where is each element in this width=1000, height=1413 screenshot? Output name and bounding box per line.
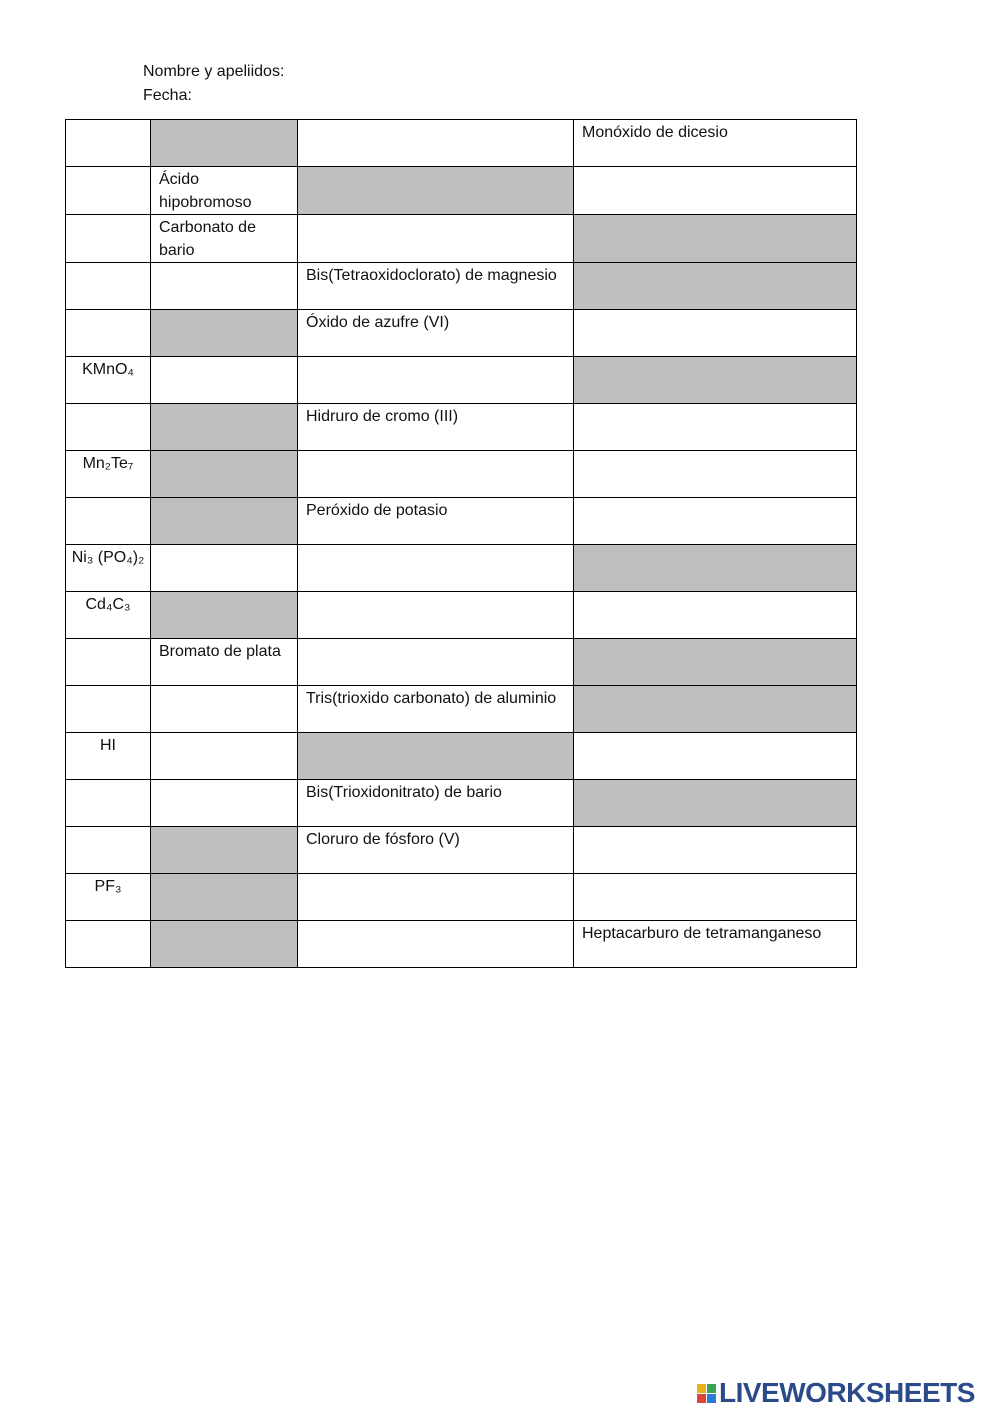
name-label: Nombre y apeliidos: xyxy=(143,63,285,80)
table-row xyxy=(66,639,857,686)
cell-blank xyxy=(306,216,565,236)
cell-blank xyxy=(582,687,848,707)
cell-text: Tris(trioxido carbonato) de aluminio xyxy=(306,690,557,707)
table-cell xyxy=(298,263,574,310)
cell-blank xyxy=(68,121,148,141)
table-row xyxy=(66,263,857,310)
cell-blank xyxy=(306,875,565,895)
mark-square xyxy=(707,1384,716,1393)
answer-cell[interactable] xyxy=(151,733,298,780)
shaded-cell xyxy=(298,733,574,780)
shaded-cell xyxy=(151,404,298,451)
answer-cell[interactable] xyxy=(574,167,857,215)
cell-blank xyxy=(582,358,848,378)
cell-text: Mn₂Te₇ xyxy=(82,455,134,472)
cell-blank xyxy=(582,264,848,284)
table-row xyxy=(66,404,857,451)
cell-text: PF₃ xyxy=(94,878,122,895)
cell-blank xyxy=(582,499,848,519)
answer-cell[interactable] xyxy=(151,357,298,404)
cell-blank xyxy=(68,687,148,707)
answer-cell[interactable] xyxy=(298,120,574,167)
table-cell xyxy=(574,120,857,167)
table-cell xyxy=(298,780,574,827)
cell-blank xyxy=(582,734,848,754)
shaded-cell xyxy=(151,874,298,921)
answer-cell[interactable] xyxy=(298,639,574,686)
answer-cell[interactable] xyxy=(574,827,857,874)
answer-cell[interactable] xyxy=(66,310,151,357)
table-row xyxy=(66,827,857,874)
shaded-cell xyxy=(574,215,857,263)
cell-text: Hidruro de cromo (III) xyxy=(306,408,459,425)
cell-blank xyxy=(582,593,848,613)
cell-blank xyxy=(306,593,565,613)
cell-blank xyxy=(159,546,281,566)
shaded-cell xyxy=(298,167,574,215)
cell-text: Bis(Tetraoxidoclorato) de magnesio xyxy=(306,267,557,284)
mark-square xyxy=(697,1384,706,1393)
cell-text: Monóxido de dicesio xyxy=(582,124,728,141)
answer-cell[interactable] xyxy=(574,310,857,357)
table-row xyxy=(66,357,857,404)
cell-blank xyxy=(159,121,281,141)
cell-blank xyxy=(68,781,148,801)
cell-text: Cd₄C₃ xyxy=(85,596,131,613)
answer-cell[interactable] xyxy=(574,733,857,780)
cell-text: Carbonato de bario xyxy=(159,219,256,259)
cell-blank xyxy=(306,734,565,754)
shaded-cell xyxy=(574,780,857,827)
cell-blank xyxy=(582,168,848,188)
cell-blank xyxy=(582,216,848,236)
cell-text: Ni₃ (PO₄)₂ xyxy=(71,549,145,566)
cell-blank xyxy=(159,499,281,519)
cell-blank xyxy=(68,640,148,660)
cell-blank xyxy=(159,828,281,848)
table-row xyxy=(66,921,857,968)
cell-blank xyxy=(582,405,848,425)
cell-blank xyxy=(68,311,148,331)
answer-cell[interactable] xyxy=(298,545,574,592)
answer-cell[interactable] xyxy=(574,592,857,639)
mark-square xyxy=(707,1394,716,1403)
answer-cell[interactable] xyxy=(66,498,151,545)
table-cell xyxy=(298,827,574,874)
answer-cell[interactable] xyxy=(66,780,151,827)
table-cell xyxy=(66,545,151,592)
table-cell xyxy=(66,733,151,780)
cell-blank xyxy=(159,358,281,378)
cell-blank xyxy=(68,168,148,188)
answer-cell[interactable] xyxy=(298,874,574,921)
worksheet-header xyxy=(143,60,284,108)
table-cell xyxy=(298,498,574,545)
cell-text: Bromato de plata xyxy=(159,643,281,660)
cell-blank xyxy=(68,499,148,519)
table-cell xyxy=(574,921,857,968)
cell-blank xyxy=(306,546,565,566)
answer-cell[interactable] xyxy=(66,921,151,968)
table-cell xyxy=(66,451,151,498)
formulation-table xyxy=(65,119,857,968)
shaded-cell xyxy=(574,686,857,733)
cell-blank xyxy=(159,593,281,613)
table-cell xyxy=(66,874,151,921)
cell-text: Cloruro de fósforo (V) xyxy=(306,831,460,848)
table-body xyxy=(66,120,857,968)
answer-cell[interactable] xyxy=(298,357,574,404)
answer-cell[interactable] xyxy=(151,780,298,827)
cell-text: Ácido hipobromoso xyxy=(159,171,252,211)
answer-cell[interactable] xyxy=(151,263,298,310)
cell-blank xyxy=(68,264,148,284)
cell-blank xyxy=(68,828,148,848)
cell-blank xyxy=(159,405,281,425)
cell-blank xyxy=(582,546,848,566)
answer-cell[interactable] xyxy=(66,827,151,874)
cell-blank xyxy=(159,781,281,801)
answer-cell[interactable] xyxy=(66,404,151,451)
answer-cell[interactable] xyxy=(298,921,574,968)
liveworksheets-mark-icon xyxy=(697,1384,716,1403)
answer-cell[interactable] xyxy=(574,451,857,498)
liveworksheets-logo xyxy=(697,1377,975,1409)
answer-cell[interactable] xyxy=(298,215,574,263)
table-row xyxy=(66,498,857,545)
answer-cell[interactable] xyxy=(574,404,857,451)
answer-cell[interactable] xyxy=(66,639,151,686)
cell-text: HI xyxy=(100,737,116,754)
table-cell xyxy=(298,686,574,733)
cell-blank xyxy=(159,875,281,895)
cell-blank xyxy=(306,121,565,141)
table-row xyxy=(66,120,857,167)
cell-blank xyxy=(582,452,848,472)
cell-blank xyxy=(159,452,281,472)
shaded-cell xyxy=(574,263,857,310)
table-row xyxy=(66,310,857,357)
shaded-cell xyxy=(151,827,298,874)
cell-blank xyxy=(306,168,565,188)
table-cell xyxy=(66,592,151,639)
cell-blank xyxy=(68,922,148,942)
cell-blank xyxy=(582,640,848,660)
cell-blank xyxy=(159,734,281,754)
cell-blank xyxy=(68,216,148,236)
cell-blank xyxy=(159,687,281,707)
cell-blank xyxy=(306,922,565,942)
table-row xyxy=(66,215,857,263)
cell-blank xyxy=(306,452,565,472)
answer-cell[interactable] xyxy=(66,263,151,310)
table-row xyxy=(66,167,857,215)
cell-blank xyxy=(582,311,848,331)
shaded-cell xyxy=(151,498,298,545)
shaded-cell xyxy=(574,357,857,404)
table-row xyxy=(66,592,857,639)
date-label: Fecha: xyxy=(143,87,192,104)
table-cell xyxy=(151,639,298,686)
cell-blank xyxy=(159,922,281,942)
shaded-cell xyxy=(574,639,857,686)
cell-blank xyxy=(582,828,848,848)
table-row xyxy=(66,733,857,780)
table-row xyxy=(66,451,857,498)
cell-text: Heptacarburo de tetramanganeso xyxy=(582,925,822,942)
table-cell xyxy=(66,357,151,404)
answer-cell[interactable] xyxy=(66,120,151,167)
answer-cell[interactable] xyxy=(151,545,298,592)
cell-blank xyxy=(159,311,281,331)
table-cell xyxy=(151,215,298,263)
answer-cell[interactable] xyxy=(66,686,151,733)
cell-text: Óxido de azufre (VI) xyxy=(306,314,450,331)
answer-cell[interactable] xyxy=(151,686,298,733)
shaded-cell xyxy=(574,545,857,592)
answer-cell[interactable] xyxy=(298,592,574,639)
answer-cell[interactable] xyxy=(298,451,574,498)
shaded-cell xyxy=(151,921,298,968)
cell-blank xyxy=(582,875,848,895)
cell-blank xyxy=(306,358,565,378)
mark-square xyxy=(697,1394,706,1403)
cell-text: KMnO₄ xyxy=(82,361,134,378)
shaded-cell xyxy=(151,592,298,639)
answer-cell[interactable] xyxy=(66,215,151,263)
cell-text: Peróxido de potasio xyxy=(306,502,448,519)
shaded-cell xyxy=(151,451,298,498)
table-row xyxy=(66,874,857,921)
cell-blank xyxy=(582,781,848,801)
cell-blank xyxy=(159,264,281,284)
brand-text: LIVEWORKSHEETS xyxy=(719,1377,975,1408)
answer-cell[interactable] xyxy=(574,498,857,545)
cell-text: Bis(Trioxidonitrato) de bario xyxy=(306,784,502,801)
table-cell xyxy=(298,310,574,357)
cell-blank xyxy=(306,640,565,660)
table-row xyxy=(66,686,857,733)
cell-blank xyxy=(68,405,148,425)
table-row xyxy=(66,545,857,592)
table-row xyxy=(66,780,857,827)
answer-cell[interactable] xyxy=(574,874,857,921)
table-cell xyxy=(298,404,574,451)
shaded-cell xyxy=(151,120,298,167)
table-cell xyxy=(151,167,298,215)
answer-cell[interactable] xyxy=(66,167,151,215)
shaded-cell xyxy=(151,310,298,357)
